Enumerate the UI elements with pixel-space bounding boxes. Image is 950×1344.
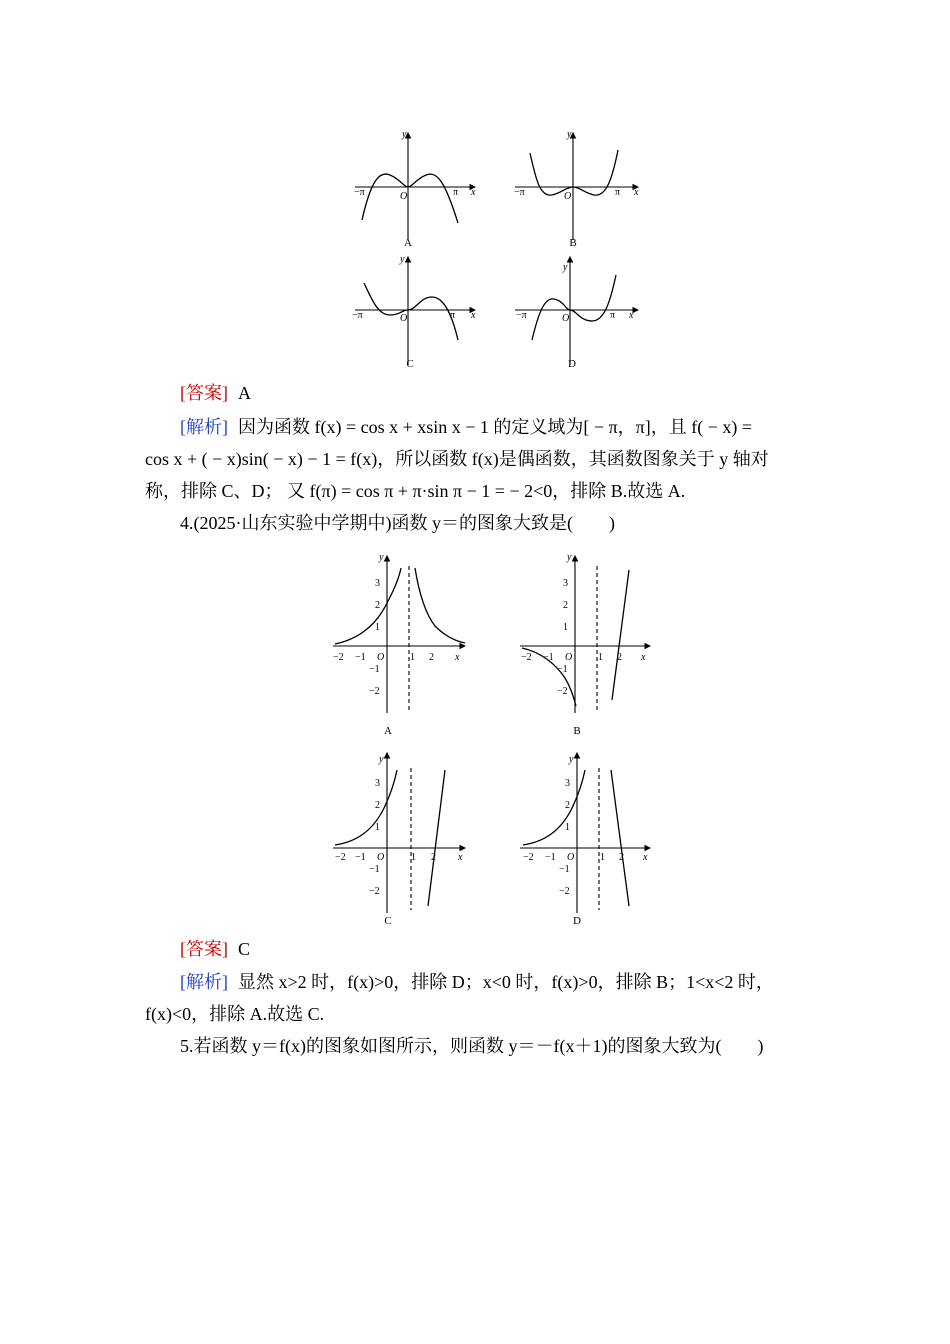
q3-analysis-line-1 — [180, 416, 752, 438]
q4-option-graphs — [325, 548, 665, 933]
q4-b-origin: O — [565, 652, 573, 663]
q4-graph-d — [520, 753, 650, 913]
q4-d-labels — [523, 754, 648, 927]
q3-option-graphs — [340, 125, 650, 380]
q4-b-yt1: 2 — [563, 600, 568, 611]
q4-c-label: C — [384, 915, 392, 927]
q4-b-yt4: −2 — [557, 686, 568, 697]
q3-b-ylabel: y — [567, 129, 572, 140]
q3-c-left-tick: −π — [352, 310, 363, 321]
q3-analysis-text-2: cos x + ( − x)sin( − x) − 1 = f(x)，所以函数 f(x)是偶函数，其函数图象关于 y 轴对 — [145, 449, 769, 469]
q4-a-xt2: 1 — [410, 652, 415, 663]
q3-c-label: C — [406, 358, 414, 370]
q4-a-origin: O — [377, 652, 385, 663]
q3-answer-tag: [答案] — [180, 383, 228, 403]
q4-a-ylabel: y — [379, 552, 384, 563]
q3-d-origin: O — [562, 313, 570, 324]
q4-b-yt3: −1 — [557, 664, 568, 675]
q4-a-xt1: −1 — [355, 652, 366, 663]
q4-analysis-text-2: f(x)<0，排除 A.故选 C. — [145, 1004, 325, 1024]
q4-a-yt1: 2 — [375, 600, 380, 611]
q4-a-yt2: 1 — [375, 622, 380, 633]
q4-a-label: A — [384, 725, 392, 737]
q3-c-xlabel: x — [471, 310, 476, 321]
q4-d-xlabel: x — [643, 852, 648, 863]
q3-answer: A — [238, 383, 251, 403]
q4-c-yt0: 3 — [375, 778, 380, 789]
q4-graph-b — [520, 556, 650, 713]
q3-a-ylabel: y — [402, 129, 407, 140]
q3-a-left-tick: −π — [354, 187, 365, 198]
q4-b-yt0: 3 — [563, 578, 568, 589]
q4-c-ylabel: y — [379, 754, 384, 765]
q3-d-ylabel: y — [563, 262, 568, 273]
q3-analysis-text-3: 称，排除 C、D； 又 f(π) = cos π + π·sin π − 1 = − 2<0，排除 B.故选 A. — [145, 481, 686, 501]
q4-d-xt3: 2 — [619, 852, 624, 863]
q4-a-xlabel: x — [455, 652, 460, 663]
q4-d-yt4: −2 — [559, 886, 570, 897]
q4-analysis-tag: [解析] — [180, 972, 228, 992]
q4-b-xt2: 1 — [598, 652, 603, 663]
q3-d-right-tick: π — [610, 310, 616, 321]
q3-d-xlabel: x — [629, 310, 634, 321]
q4-c-yt4: −2 — [369, 886, 380, 897]
q4-d-ylabel: y — [569, 754, 574, 765]
q4-b-label: B — [573, 725, 581, 737]
q3-d-label: D — [568, 358, 576, 370]
q4-d-yt0: 3 — [565, 778, 570, 789]
q4-answer: C — [238, 939, 251, 959]
q4-d-yt3: −1 — [559, 864, 570, 875]
q3-b-xlabel: x — [634, 187, 639, 198]
q4-d-label: D — [573, 915, 581, 927]
q3-a-label: A — [404, 237, 412, 249]
q3-a-origin: O — [400, 191, 408, 202]
q4-a-yt3: −1 — [369, 664, 380, 675]
q4-d-xt1: −1 — [545, 852, 556, 863]
q4-d-xt2: 1 — [600, 852, 605, 863]
q4-b-xt1: −1 — [543, 652, 554, 663]
q3-graph-c — [355, 257, 475, 365]
q4-answer-tag: [答案] — [180, 939, 228, 959]
q3-a-xlabel: x — [471, 187, 476, 198]
q3-analysis-tag: [解析] — [180, 417, 228, 437]
q4-graph-c — [333, 753, 465, 913]
q4-a-labels — [333, 552, 460, 737]
q4-d-yt1: 2 — [565, 800, 570, 811]
q3-d-left-tick: −π — [516, 310, 527, 321]
q5-stem: 5.若函数 y＝f(x)的图象如图所示，则函数 y＝－f(x＋1)的图象大致为( ) — [180, 1036, 764, 1056]
q3-c-ylabel: y — [400, 254, 405, 265]
q4-c-xt0: −2 — [335, 852, 346, 863]
q4-b-yt2: 1 — [563, 622, 568, 633]
q3-c-right-tick: π — [450, 310, 456, 321]
q3-a-right-tick: π — [453, 187, 459, 198]
q4-stem: 4.(2025·山东实验中学期中)函数 y＝的图象大致是( ) — [180, 513, 615, 533]
q4-a-xt3: 2 — [429, 652, 434, 663]
q3-answer-line — [180, 382, 251, 404]
q4-b-xt0: −2 — [521, 652, 532, 663]
q3-b-label: B — [569, 237, 577, 249]
q4-c-yt1: 2 — [375, 800, 380, 811]
q4-graph-a — [333, 556, 465, 713]
q4-b-ylabel: y — [567, 552, 572, 563]
q4-c-origin: O — [377, 852, 385, 863]
q4-d-xt0: −2 — [523, 852, 534, 863]
q4-c-yt2: 1 — [375, 822, 380, 833]
q4-analysis-text-1: 显然 x>2 时，f(x)>0，排除 D；x<0 时，f(x)>0，排除 B；1<x<2 时， — [238, 972, 774, 992]
q3-c-origin: O — [400, 313, 408, 324]
q4-b-xlabel: x — [641, 652, 646, 663]
q3-b-left-tick: −π — [514, 187, 525, 198]
q3-b-right-tick: π — [615, 187, 621, 198]
q4-d-yt2: 1 — [565, 822, 570, 833]
q4-c-xt2: 1 — [411, 852, 416, 863]
q4-b-xt3: 2 — [617, 652, 622, 663]
q4-c-xlabel: x — [458, 852, 463, 863]
q4-a-yt0: 3 — [375, 578, 380, 589]
q4-c-xt3: 2 — [431, 852, 436, 863]
q4-a-xt0: −2 — [333, 652, 344, 663]
q4-a-yt4: −2 — [369, 686, 380, 697]
q3-b-origin: O — [564, 191, 572, 202]
q3-analysis-text-1: 因为函数 f(x) = cos x + xsin x − 1 的定义域为[ − π，π]，且 f( − x) = — [238, 417, 753, 437]
q4-c-yt3: −1 — [369, 864, 380, 875]
q4-c-xt1: −1 — [355, 852, 366, 863]
q4-answer-line — [180, 938, 250, 960]
q4-analysis-line-1 — [180, 971, 774, 993]
q4-d-origin: O — [567, 852, 575, 863]
q3-graph-d — [515, 257, 638, 365]
